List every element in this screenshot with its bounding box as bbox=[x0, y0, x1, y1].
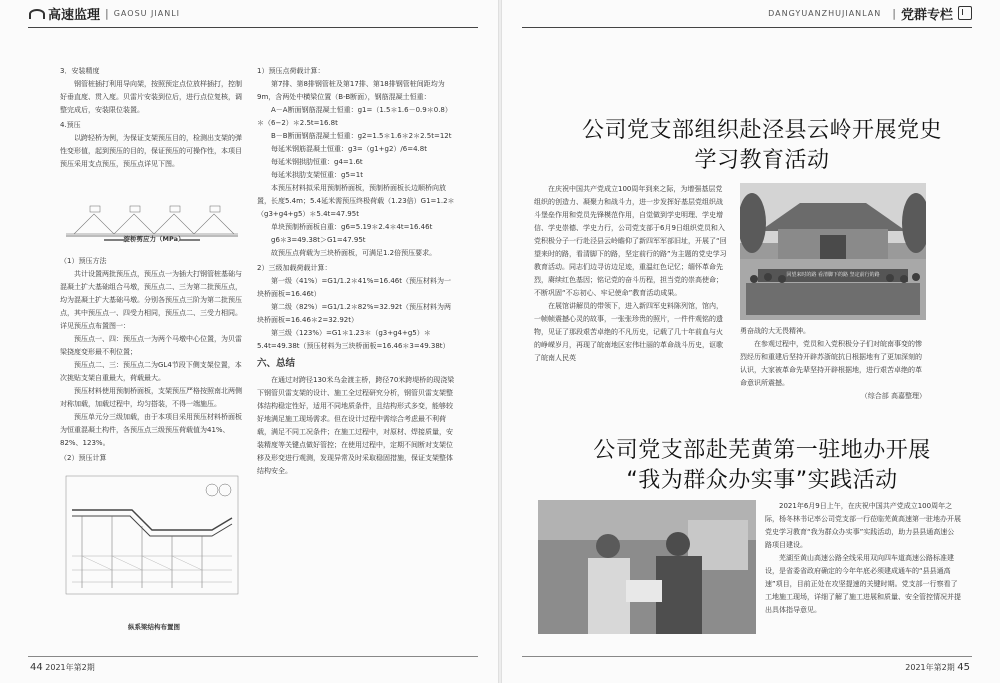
article1-paragraph: 在庆祝中国共产党成立100周年到来之际，为增强基层党组织的创造力、凝聚力和战斗力，进一步发挥好基层党组织战斗堡垒作用和党员先锋模范作用，自觉做到学史明理、学史增信、学史崇德、学史力行，公司党支部于6月9日组织党员和入党积极分子一行赴泾县云岭瞻仰了新四军军部旧址，开展了“回望来时的路，看清脚下的路，坚定前行的路”为主题的党史学习教育活动。同志们边寻访边足迹，重温红色记忆；缅怀革命先烈，赓续红色基因；铭记党的奋斗历程，担当党的崇高使命；不断巩固“不忘初心、牢记使命”教育活动成果。 bbox=[534, 185, 727, 297]
section-name-cn: 党群专栏 bbox=[900, 7, 953, 23]
left-header bbox=[28, 0, 478, 26]
footer-rule bbox=[28, 656, 478, 657]
item3-title: 3．安装精度 bbox=[60, 67, 100, 75]
calc-paragraph: 每延米拱肋支架恒重：g5=1t bbox=[271, 171, 363, 179]
calc-paragraph: 每延米钢拱肋恒重：g4=1.6t bbox=[271, 158, 363, 166]
calc-subtitle: 1）预压点荷载计算： bbox=[257, 67, 325, 75]
summary-paragraph: 在通过对跨径130米乌金渡主桥，跨径70米跨堤桥的现浇梁下钢管贝雷支架的设计、施工全过程研究分析，钢管贝雷支架整体结构稳定性好，适用不同地质条件，且结构形式多变，能够较好地满足施工现场需求。但在设计过程中需综合考虑最不利荷载，满足不同工况条件；在施工过程中，对原材、焊接质量，安装精度等关键点做好管控；在使用过程中，定期不间断对支架位移及形变进行观测，发现异常及时采取稳固措施，保证支架整体结构安全。 bbox=[257, 376, 455, 475]
summary-heading: 六、总结 bbox=[257, 358, 296, 369]
method-title: （1）预压方法 bbox=[60, 257, 107, 265]
item4-body: 以跨轻桥为例，为保证支架预压目的，检测出支架的弹性变形值，起到预压的目的，保证预压的可操作性，本项目预压采用支点预压，预压点详见下图。 bbox=[60, 134, 242, 168]
calc-paragraph: 本预压材料拟采用预制桥面板，预制桥面板长边顺桥向放置，长度5.4m；5.4延米需预压终极荷载（1.23倍）G1=1.2＊（g3+g4+g5）＊5.4t=47.95t bbox=[257, 184, 455, 218]
group-photo-scene bbox=[740, 183, 926, 320]
article2-title-line2: “我为群众办实事”实践活动 bbox=[626, 468, 898, 493]
handover-photo-scene bbox=[538, 500, 756, 634]
method-paragraph: 预压单元分三级加载，由于本项目采用预压材料桥面板为恒重混凝土构件，各预压点三级预压荷载值为41%、82%、123%。 bbox=[60, 413, 242, 447]
method-paragraph: 预压点一、四：预压点一为两个马墩中心位置，为贝雷梁挠度变形最不利位置； bbox=[60, 335, 242, 356]
issue-label: 2021年第2期 bbox=[905, 663, 955, 672]
journal-name-en: GAOSU JIANLI bbox=[113, 8, 181, 18]
calc-paragraph: 单块预制桥面板自重：g6=5.19＊2.4＊4t=16.46t bbox=[271, 223, 433, 231]
calc-title: （2）预压计算 bbox=[60, 454, 107, 462]
shear-stress-figure bbox=[64, 183, 240, 259]
article2-body bbox=[765, 500, 961, 617]
article2-title-line1: 公司党支部赴芜黄第一驻地办开展 bbox=[593, 438, 931, 463]
calc-paragraph: 第三级（123%）=G1＊1.23＊（g3+g4+g5）＊5.4t=49.38t（预压材料为三块桥面板=16.46＊3=49.38t） bbox=[257, 329, 450, 350]
journal-name-cn: 高速监理 bbox=[48, 7, 101, 23]
issue-label: 2021年第2期 bbox=[45, 663, 95, 672]
party-column-icon bbox=[958, 6, 972, 20]
article2-paragraph: 2021年6月9日上午，在庆祝中国共产党成立100周年之际，杨冬林书记率公司党支部一行莅临芜黄高速第一驻地办开展党史学习教育“我为群众办实事”实践活动，助力县县通高速公路项目建设。 bbox=[765, 502, 961, 549]
article1-paragraph: 在展馆讲解员的带领下，进入新四军史料陈列馆，馆内，一帧帧震撼心灵的故事，一张张珍贵的照片，一件件观铭的遗物，见证了那段艰苦卓绝的不凡历史，记载了几十年前血与火的峥嵘岁月，再现了皖南地区宏伟壮丽的革命战斗历史，讴歌了皖南人民英 bbox=[534, 302, 723, 362]
calc-paragraph: 第一级（41%）=G1/1.2＊41%=16.46t（预压材料为一块桥面板=16.46t） bbox=[257, 277, 452, 298]
calc-paragraph: 第7排、第8排钢管桩及第17排、第18排钢管桩间距均为9m，含两处中横梁位置（B-B断面），钢筋混凝土恒重： bbox=[257, 80, 445, 101]
calc-paragraph: B－B断面钢筋混凝土恒重：g2=1.5＊1.6＊2＊2.5t=12t bbox=[271, 132, 452, 140]
method-paragraph: 共计设置两批预压点，预压点一为插大打钢管桩基础与混凝土扩大基础组合马墩，预压点二、三为第二批预压点，均为混凝土扩大基础马墩。分别各预压点三阶为第二批预压点，其中预压点一、四受力相同，预压点二、三受力相同。详见预压点布置图一： bbox=[60, 270, 242, 330]
journal-logo-icon bbox=[28, 6, 42, 20]
group-photo bbox=[740, 183, 926, 320]
right-page bbox=[502, 0, 1000, 683]
item3-body: 钢管桩插打利用导向架，按照预定点位放样插打，控制好垂直度、贯入度。贝雷片安装到位后，进行点位复核，调整完成后，安装限位装置。 bbox=[60, 80, 242, 114]
calc-subtitle: 2）三级加载荷载计算： bbox=[257, 264, 332, 272]
article1-paragraph: 在参观过程中，党员和入党积极分子们对皖南事变的惨烈经历和重建后坚持开辟苏浙皖抗日根据地有了更加深刻的认识，大家被革命先辈坚持开辟根据地，进行艰苦卓绝的革命意识所震撼。 bbox=[740, 340, 922, 387]
calc-paragraph: 第二级（82%）=G1/1.2＊82%=32.92t（预压材料为两块桥面板=16.46＊2=32.92t） bbox=[257, 303, 452, 324]
figure1-caption: 旋桥剪应力（MPa） bbox=[123, 235, 185, 243]
method-paragraph: 预压点二、三：预压点二为GL4节段下侧支架位置，本次挑贴支架自重最大，荷载最大。 bbox=[60, 361, 242, 382]
footer-rule bbox=[522, 656, 972, 657]
article2-paragraph: 芜湖至黄山高速公路全线采用双向四车道高速公路标准建设，是省委省政府确定的今年年底必须建成通车的“县县通高速”项目，目前正处在攻坚提速的关键时期。党支部一行察看了工地施工现场，详细了解了施工进展和质量、安全管控情况并提出具体指导意见。 bbox=[765, 554, 961, 614]
article1-title-line2: 学习教育活动 bbox=[694, 148, 830, 173]
calc-paragraph: 故预压点荷载为三块桥面板，可满足1.2倍预压要求。 bbox=[271, 249, 437, 257]
photo-banner-text: 回望来时的路 看清脚下的路 坚定前行的路 bbox=[786, 272, 880, 278]
article1-body-continued bbox=[740, 325, 926, 403]
longitudinal-beam-drawing bbox=[62, 470, 242, 600]
header-rule bbox=[28, 27, 478, 28]
left-page-number bbox=[30, 662, 95, 673]
header-separator: | bbox=[892, 6, 896, 20]
header-separator: | bbox=[105, 6, 109, 20]
page-number: 44 bbox=[30, 662, 43, 673]
article1-body bbox=[534, 183, 728, 365]
article1-paragraph: 勇奋战的大无畏精神。 bbox=[740, 327, 810, 335]
left-page bbox=[0, 0, 498, 683]
left-column-1 bbox=[60, 63, 248, 465]
page-number: 45 bbox=[957, 662, 970, 673]
article1-title-line1: 公司党支部组织赴泾县云岭开展党史 bbox=[581, 118, 942, 143]
item4-title: 4.预压 bbox=[60, 121, 81, 129]
right-page-number bbox=[905, 662, 970, 673]
section-name-en: DANGYUANZHUJIANLAN bbox=[768, 8, 882, 18]
calc-paragraph: g6＊3=49.38t＞G1=47.95t bbox=[271, 236, 366, 244]
header-rule bbox=[522, 27, 972, 28]
article1-credit: （综合部 高嘉整理） bbox=[860, 392, 926, 400]
article1-title bbox=[542, 116, 982, 176]
left-column-2 bbox=[257, 63, 457, 478]
handover-photo bbox=[538, 500, 756, 634]
figure2-caption: 纵系梁结构布置图 bbox=[128, 623, 180, 631]
calc-paragraph: A－A断面钢筋混凝土恒重：g1=（1.5＊1.6－0.9＊0.8）＊（6−2）＊2.5t=16.8t bbox=[257, 106, 452, 127]
calc-paragraph: 每延米钢筋混凝土恒重：g3=（g1+g2）/6=4.8t bbox=[271, 145, 427, 153]
method-paragraph: 预压材料使用预制桥面板，支架预压严格按照南北两侧对称加载，加载过程中，均匀搭装，不得一端施压。 bbox=[60, 387, 242, 408]
article2-title bbox=[542, 436, 982, 496]
right-header bbox=[522, 0, 972, 26]
